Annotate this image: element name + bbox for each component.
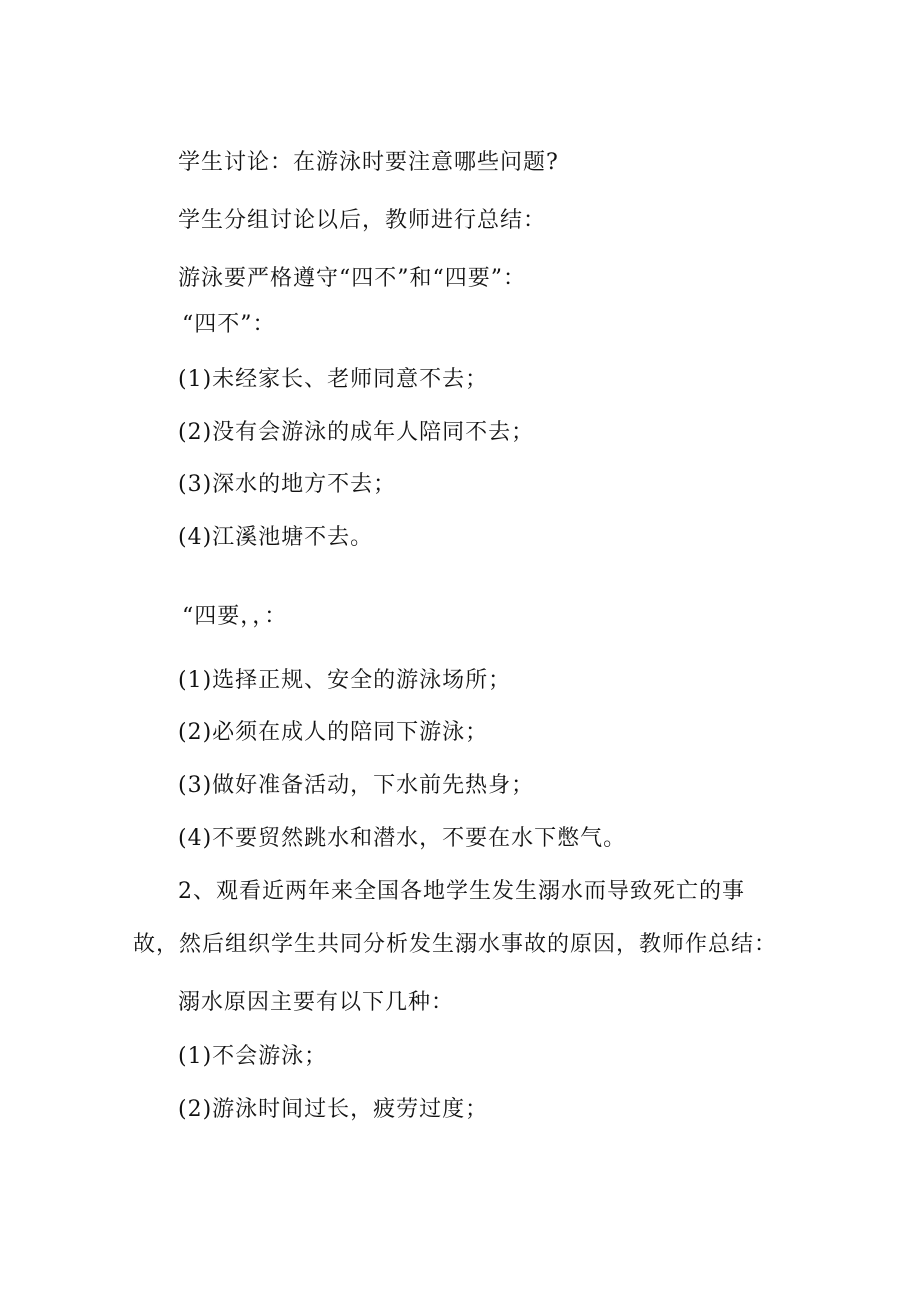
heading-four-musts: “四要，，： [182, 604, 288, 629]
heading-four-donts: “四不”： [182, 312, 276, 337]
paragraph-discussion-question: 学生讨论：在游泳时要注意哪些问题? [178, 150, 559, 175]
list-item-must-3: (3)做好准备活动，下水前先热身； [178, 773, 535, 798]
paragraph-section-2-line-2: 故，然后组织学生共同分析发生溺水事故的原因，教师作总结： [133, 932, 778, 957]
list-item-dont-2: (2)没有会游泳的成年人陪同不去； [178, 420, 535, 445]
list-item-dont-1: (1)未经家长、老师同意不去； [178, 367, 489, 392]
list-item-must-2: (2)必须在成人的陪同下游泳； [178, 720, 489, 745]
paragraph-teacher-summary: 学生分组讨论以后，教师进行总结： [178, 208, 547, 233]
paragraph-rules-intro: 游泳要严格遵守“四不”和“四要”： [178, 266, 526, 291]
paragraph-drowning-causes-intro: 溺水原因主要有以下几种： [178, 990, 455, 1015]
list-item-dont-4: (4)江溪池塘不去。 [178, 525, 374, 550]
list-item-must-1: (1)选择正规、安全的游泳场所； [178, 668, 512, 693]
list-item-cause-1: (1)不会游泳； [178, 1044, 328, 1069]
list-item-dont-3: (3)深水的地方不去； [178, 472, 397, 497]
list-item-must-4: (4)不要贸然跳水和潜水，不要在水下憋气。 [178, 826, 627, 851]
paragraph-section-2-line-1: 2、观看近两年来全国各地学生发生溺水而导致死亡的事 [178, 879, 745, 904]
list-item-cause-2: (2)游泳时间过长，疲劳过度； [178, 1097, 489, 1122]
